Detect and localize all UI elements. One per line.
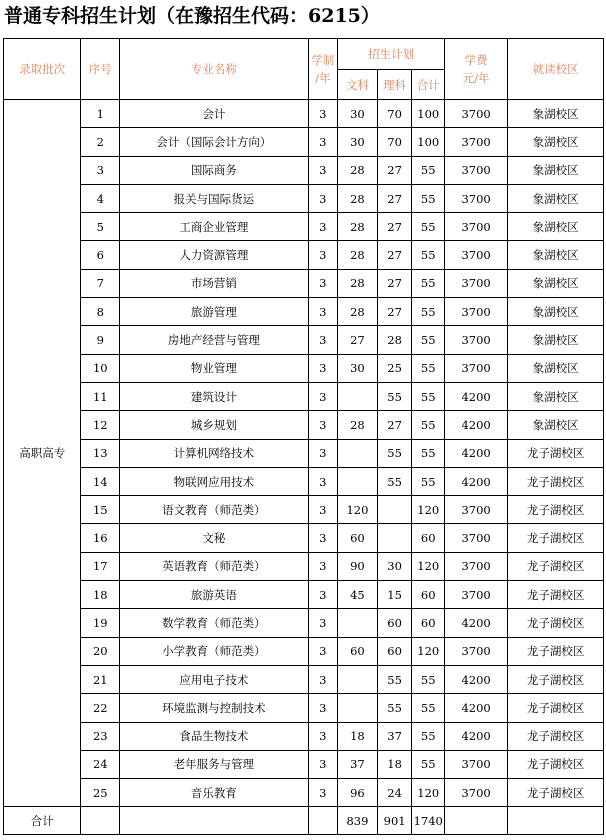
cell-total: 55 [412, 354, 445, 382]
cell-years: 3 [308, 750, 338, 778]
cell-no: 11 [81, 382, 120, 410]
table-row [4, 637, 604, 665]
cell-years: 3 [308, 637, 338, 665]
cell-major: 数学教育（师范类） [120, 609, 308, 637]
cell-no: 21 [81, 665, 120, 693]
cell-campus: 龙子湖校区 [508, 524, 604, 552]
cell-no: 12 [81, 411, 120, 439]
cell-science: 55 [377, 694, 412, 722]
cell-major: 报关与国际货运 [120, 184, 308, 212]
cell-science: 27 [377, 213, 412, 241]
cell-fee: 3700 [445, 213, 508, 241]
header-fee-line1: 学费 [464, 53, 488, 67]
cell-science: 55 [377, 382, 412, 410]
cell-fee: 3700 [445, 637, 508, 665]
cell-arts: 28 [338, 184, 378, 212]
cell-no: 9 [81, 326, 120, 354]
cell-major: 环境监测与控制技术 [120, 694, 308, 722]
cell-major: 市场营销 [120, 269, 308, 297]
cell-total: 120 [412, 637, 445, 665]
cell-years: 3 [308, 269, 338, 297]
cell-major: 房地产经营与管理 [120, 326, 308, 354]
table-row [4, 524, 604, 552]
cell-science: 27 [377, 411, 412, 439]
table-row [4, 552, 604, 580]
cell-arts: 28 [338, 213, 378, 241]
cell-science: 25 [377, 354, 412, 382]
cell-no: 7 [81, 269, 120, 297]
cell-no: 3 [81, 156, 120, 184]
cell-arts: 30 [338, 354, 378, 382]
cell-arts: 28 [338, 241, 378, 269]
cell-years: 3 [308, 241, 338, 269]
header-arts: 文科 [338, 70, 378, 100]
cell-fee: 4200 [445, 467, 508, 495]
cell-arts: 60 [338, 524, 378, 552]
cell-fee: 4200 [445, 609, 508, 637]
table-row [4, 609, 604, 637]
cell-arts: 18 [338, 722, 378, 750]
cell-fee: 4200 [445, 722, 508, 750]
cell-total: 100 [412, 128, 445, 156]
cell-science: 55 [377, 439, 412, 467]
cell-campus: 龙子湖校区 [508, 609, 604, 637]
table-row [4, 156, 604, 184]
cell-arts [338, 665, 378, 693]
cell-no: 17 [81, 552, 120, 580]
cell-total: 55 [412, 722, 445, 750]
totals-label: 合计 [4, 807, 81, 835]
table-row [4, 128, 604, 156]
cell-total: 55 [412, 665, 445, 693]
cell-science: 15 [377, 581, 412, 609]
enrollment-plan-table [3, 38, 604, 835]
cell-arts: 28 [338, 156, 378, 184]
table-row [4, 665, 604, 693]
table-row [4, 298, 604, 326]
cell-no: 16 [81, 524, 120, 552]
totals-no [81, 807, 120, 835]
cell-no: 1 [81, 100, 120, 128]
cell-total: 55 [412, 326, 445, 354]
cell-years: 3 [308, 184, 338, 212]
cell-arts: 45 [338, 581, 378, 609]
cell-major: 会计 [120, 100, 308, 128]
cell-arts: 27 [338, 326, 378, 354]
cell-fee: 4200 [445, 694, 508, 722]
cell-total: 120 [412, 496, 445, 524]
cell-fee: 3700 [445, 184, 508, 212]
cell-fee: 3700 [445, 354, 508, 382]
totals-total: 1740 [412, 807, 445, 835]
table-row [4, 779, 604, 807]
cell-no: 8 [81, 298, 120, 326]
cell-years: 3 [308, 524, 338, 552]
header-major: 专业名称 [120, 39, 308, 100]
cell-science: 27 [377, 269, 412, 297]
header-science: 理科 [377, 70, 412, 100]
cell-major: 食品生物技术 [120, 722, 308, 750]
table-row [4, 382, 604, 410]
totals-fee [445, 807, 508, 835]
header-plan: 招生计划 [338, 39, 445, 70]
cell-years: 3 [308, 665, 338, 693]
cell-major: 应用电子技术 [120, 665, 308, 693]
header-fee [445, 39, 508, 100]
cell-campus: 象湖校区 [508, 241, 604, 269]
cell-no: 25 [81, 779, 120, 807]
cell-fee: 3700 [445, 269, 508, 297]
cell-science: 24 [377, 779, 412, 807]
cell-arts [338, 439, 378, 467]
cell-campus: 象湖校区 [508, 100, 604, 128]
header-fee-line2: 元/年 [462, 71, 490, 85]
cell-fee: 3700 [445, 779, 508, 807]
table-row [4, 467, 604, 495]
cell-total: 55 [412, 269, 445, 297]
cell-fee: 4200 [445, 411, 508, 439]
cell-years: 3 [308, 552, 338, 580]
cell-major: 语文教育（师范类） [120, 496, 308, 524]
cell-no: 13 [81, 439, 120, 467]
cell-arts: 60 [338, 637, 378, 665]
table-row [4, 354, 604, 382]
cell-campus: 龙子湖校区 [508, 581, 604, 609]
cell-campus: 象湖校区 [508, 213, 604, 241]
cell-years: 3 [308, 722, 338, 750]
cell-science: 55 [377, 467, 412, 495]
table-row [4, 100, 604, 128]
cell-arts: 37 [338, 750, 378, 778]
totals-years [308, 807, 338, 835]
cell-total: 55 [412, 382, 445, 410]
header-batch: 录取批次 [4, 39, 81, 100]
table-row [4, 326, 604, 354]
header-total: 合计 [412, 70, 445, 100]
cell-campus: 象湖校区 [508, 156, 604, 184]
cell-science [377, 496, 412, 524]
cell-arts [338, 467, 378, 495]
cell-arts: 28 [338, 269, 378, 297]
cell-years: 3 [308, 496, 338, 524]
cell-total: 55 [412, 213, 445, 241]
cell-campus: 龙子湖校区 [508, 779, 604, 807]
cell-major: 国际商务 [120, 156, 308, 184]
cell-science: 27 [377, 156, 412, 184]
table-row [4, 750, 604, 778]
cell-arts: 28 [338, 411, 378, 439]
cell-science: 60 [377, 637, 412, 665]
table-row [4, 581, 604, 609]
cell-years: 3 [308, 326, 338, 354]
cell-campus: 龙子湖校区 [508, 552, 604, 580]
cell-major: 工商企业管理 [120, 213, 308, 241]
cell-fee: 3700 [445, 100, 508, 128]
cell-total: 60 [412, 581, 445, 609]
cell-no: 14 [81, 467, 120, 495]
cell-campus: 龙子湖校区 [508, 439, 604, 467]
header-years [308, 39, 338, 100]
cell-years: 3 [308, 128, 338, 156]
cell-arts: 90 [338, 552, 378, 580]
cell-campus: 龙子湖校区 [508, 750, 604, 778]
cell-campus: 象湖校区 [508, 128, 604, 156]
cell-no: 15 [81, 496, 120, 524]
header-row [4, 39, 604, 70]
table-row [4, 269, 604, 297]
cell-years: 3 [308, 467, 338, 495]
header-years-line2: /年 [315, 71, 331, 85]
cell-no: 2 [81, 128, 120, 156]
cell-total: 60 [412, 609, 445, 637]
cell-major: 计算机网络技术 [120, 439, 308, 467]
cell-campus: 龙子湖校区 [508, 496, 604, 524]
cell-science: 70 [377, 100, 412, 128]
cell-no: 24 [81, 750, 120, 778]
cell-total: 55 [412, 694, 445, 722]
cell-science: 27 [377, 298, 412, 326]
cell-fee: 3700 [445, 156, 508, 184]
cell-major: 旅游英语 [120, 581, 308, 609]
cell-years: 3 [308, 382, 338, 410]
header-index: 序号 [81, 39, 120, 100]
cell-major: 英语教育（师范类） [120, 552, 308, 580]
header-years-line1: 学制 [311, 53, 335, 67]
table-row [4, 496, 604, 524]
cell-years: 3 [308, 581, 338, 609]
cell-total: 120 [412, 779, 445, 807]
cell-campus: 象湖校区 [508, 354, 604, 382]
table-row [4, 694, 604, 722]
cell-arts: 30 [338, 100, 378, 128]
totals-major [120, 807, 308, 835]
cell-years: 3 [308, 411, 338, 439]
table-row [4, 213, 604, 241]
cell-years: 3 [308, 100, 338, 128]
cell-no: 20 [81, 637, 120, 665]
cell-campus: 龙子湖校区 [508, 722, 604, 750]
cell-years: 3 [308, 779, 338, 807]
cell-science: 30 [377, 552, 412, 580]
cell-total: 100 [412, 100, 445, 128]
cell-campus: 象湖校区 [508, 411, 604, 439]
cell-major: 小学教育（师范类） [120, 637, 308, 665]
cell-no: 6 [81, 241, 120, 269]
cell-total: 55 [412, 439, 445, 467]
table-row [4, 241, 604, 269]
cell-no: 5 [81, 213, 120, 241]
cell-fee: 4200 [445, 439, 508, 467]
cell-no: 18 [81, 581, 120, 609]
cell-fee: 3700 [445, 128, 508, 156]
cell-campus: 象湖校区 [508, 298, 604, 326]
cell-major: 音乐教育 [120, 779, 308, 807]
cell-campus: 象湖校区 [508, 269, 604, 297]
cell-major: 物业管理 [120, 354, 308, 382]
cell-years: 3 [308, 439, 338, 467]
table-row [4, 184, 604, 212]
cell-years: 3 [308, 213, 338, 241]
cell-fee: 3700 [445, 241, 508, 269]
cell-science: 70 [377, 128, 412, 156]
table-row [4, 411, 604, 439]
cell-campus: 象湖校区 [508, 382, 604, 410]
cell-total: 60 [412, 524, 445, 552]
cell-years: 3 [308, 298, 338, 326]
cell-campus: 象湖校区 [508, 326, 604, 354]
cell-major: 老年服务与管理 [120, 750, 308, 778]
cell-total: 120 [412, 552, 445, 580]
cell-arts: 30 [338, 128, 378, 156]
table-row [4, 439, 604, 467]
cell-major: 物联网应用技术 [120, 467, 308, 495]
totals-campus [508, 807, 604, 835]
cell-total: 55 [412, 750, 445, 778]
cell-major: 人力资源管理 [120, 241, 308, 269]
totals-row [4, 807, 604, 835]
cell-no: 23 [81, 722, 120, 750]
cell-fee: 3700 [445, 496, 508, 524]
cell-campus: 龙子湖校区 [508, 694, 604, 722]
cell-years: 3 [308, 694, 338, 722]
cell-science: 37 [377, 722, 412, 750]
cell-campus: 龙子湖校区 [508, 467, 604, 495]
cell-fee: 3700 [445, 524, 508, 552]
cell-science: 28 [377, 326, 412, 354]
cell-total: 55 [412, 298, 445, 326]
cell-fee: 4200 [445, 382, 508, 410]
cell-major: 文秘 [120, 524, 308, 552]
cell-science: 55 [377, 665, 412, 693]
cell-no: 4 [81, 184, 120, 212]
cell-fee: 3700 [445, 298, 508, 326]
cell-campus: 龙子湖校区 [508, 637, 604, 665]
cell-total: 55 [412, 156, 445, 184]
cell-no: 19 [81, 609, 120, 637]
cell-major: 城乡规划 [120, 411, 308, 439]
cell-years: 3 [308, 354, 338, 382]
totals-arts: 839 [338, 807, 378, 835]
cell-years: 3 [308, 609, 338, 637]
cell-fee: 3700 [445, 552, 508, 580]
cell-science [377, 524, 412, 552]
cell-fee: 3700 [445, 581, 508, 609]
cell-total: 55 [412, 184, 445, 212]
cell-science: 27 [377, 184, 412, 212]
cell-arts: 120 [338, 496, 378, 524]
cell-fee: 4200 [445, 665, 508, 693]
cell-total: 55 [412, 411, 445, 439]
cell-arts [338, 609, 378, 637]
totals-science: 901 [377, 807, 412, 835]
cell-science: 27 [377, 241, 412, 269]
cell-arts: 28 [338, 298, 378, 326]
cell-science: 60 [377, 609, 412, 637]
batch-cell: 高职高专 [4, 100, 81, 807]
cell-major: 旅游管理 [120, 298, 308, 326]
cell-arts [338, 382, 378, 410]
cell-fee: 3700 [445, 326, 508, 354]
cell-major: 会计（国际会计方向） [120, 128, 308, 156]
cell-campus: 龙子湖校区 [508, 665, 604, 693]
cell-campus: 象湖校区 [508, 184, 604, 212]
cell-arts: 96 [338, 779, 378, 807]
table-row [4, 722, 604, 750]
cell-no: 10 [81, 354, 120, 382]
cell-years: 3 [308, 156, 338, 184]
cell-arts [338, 694, 378, 722]
cell-total: 55 [412, 241, 445, 269]
cell-major: 建筑设计 [120, 382, 308, 410]
cell-fee: 3700 [445, 750, 508, 778]
cell-total: 55 [412, 467, 445, 495]
page-title: 普通专科招生计划（在豫招生代码：6215） [4, 5, 380, 27]
cell-no: 22 [81, 694, 120, 722]
header-campus: 就读校区 [508, 39, 604, 100]
cell-science: 18 [377, 750, 412, 778]
